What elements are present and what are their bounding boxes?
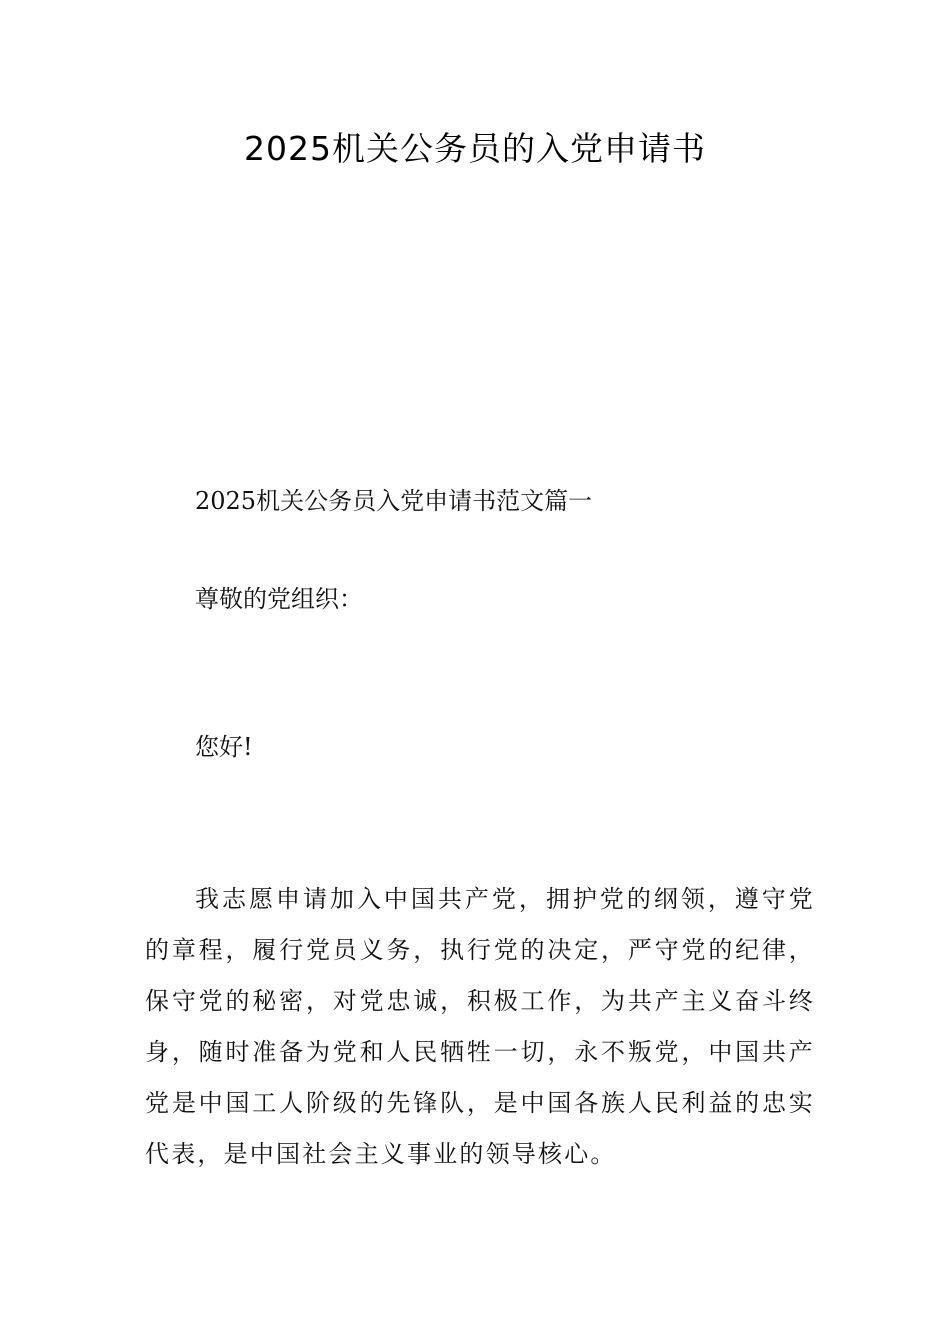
page-title: 2025机关公务员的入党申请书 [244, 129, 706, 168]
greeting: 您好! [195, 733, 253, 761]
salutation: 尊敬的党组织： [195, 585, 363, 613]
document-subtitle: 2025机关公务员入党申请书范文篇一 [195, 487, 593, 515]
body-paragraph: 我志愿申请加入中国共产党，拥护党的纲领，遵守党的章程，履行党员义务，执行党的决定，严守党的纪律，保守党的秘密，对党忠诚，积极工作，为共产主义奋斗终身，随时准备为党和人民牺牲一切，永不叛党，中国共产党是中国工人阶级的先锋队，是中国各族人民利益的忠实代表，是中国社会主义事业的领导核心。 [145, 885, 815, 1168]
